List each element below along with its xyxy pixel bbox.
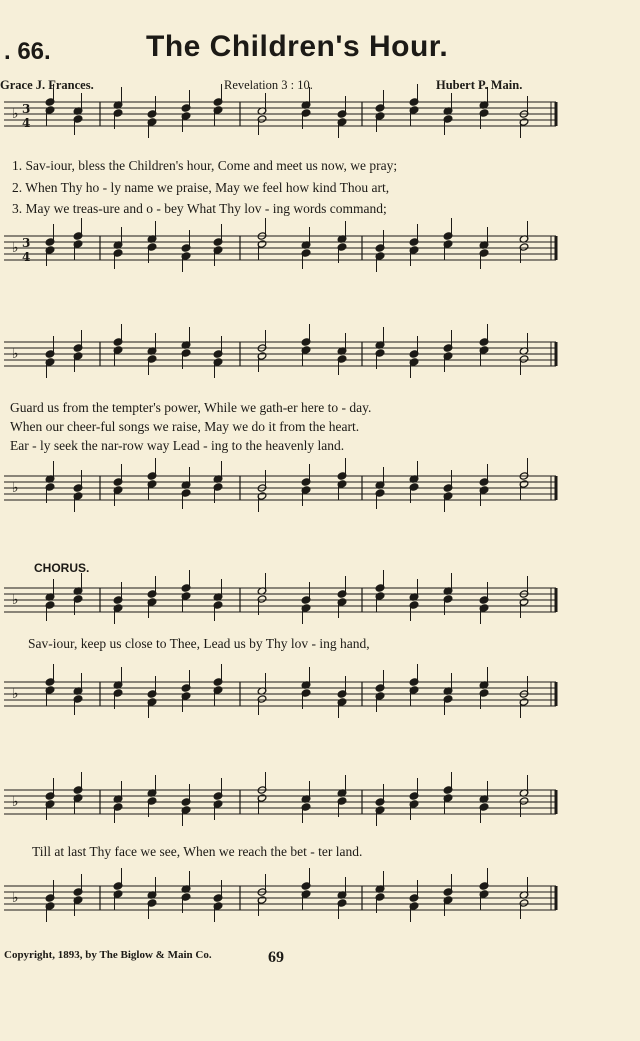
author-credit: Grace J. Frances. xyxy=(0,78,94,92)
flat-key-signature: ♭ xyxy=(12,686,19,702)
staff-lines xyxy=(4,886,556,910)
chorus-lyric-line-2: Till at last Thy face we see, When we reach the bet - ter land. xyxy=(32,844,363,859)
page-number: 69 xyxy=(268,949,284,966)
staff-system-1-treble xyxy=(0,88,560,168)
lyric-verse-2-line-1: 2. When Thy ho - ly name we praise, May we feel how kind Thou art, xyxy=(12,180,390,195)
flat-key-signature: ♭ xyxy=(12,592,19,608)
copyright-notice: Copyright, 1893, by The Biglow & Main Co. xyxy=(4,949,212,961)
composer-credit: Hubert P. Main. xyxy=(436,78,523,92)
time-signature-top: 3 xyxy=(22,102,31,116)
lyric-verse-1-line-1: 1. Sav-iour, bless the Children's hour, Come and meet us now, we pray; xyxy=(12,158,398,173)
hymn-number: . 66. xyxy=(4,38,51,65)
staff-lines xyxy=(4,476,556,500)
scripture-reference: Revelation 3 : 10. xyxy=(224,78,313,92)
flat-key-signature: ♭ xyxy=(12,346,19,362)
staff-lines xyxy=(4,790,556,814)
staff-lines xyxy=(4,588,556,612)
time-signature-top: 3 xyxy=(22,236,31,250)
staff-system-4-bass xyxy=(0,872,560,952)
staff-lines xyxy=(4,102,556,126)
flat-key-signature: ♭ xyxy=(12,240,19,256)
chorus-label: CHORUS. xyxy=(34,561,90,575)
flat-key-signature: ♭ xyxy=(12,890,19,906)
lyric-verse-3-line-1: 3. May we treas-ure and o - bey What Thy lov - ing words command; xyxy=(12,201,387,216)
chorus-lyric-line-1: Sav-iour, keep us close to Thee, Lead us by Thy lov - ing hand, xyxy=(28,636,370,651)
lyric-verse-1-line-2: Guard us from the tempter's power, While we gath-er here to - day. xyxy=(10,400,372,415)
staff-lines xyxy=(4,236,556,260)
staff-system-3-bass xyxy=(0,668,560,748)
staff-system-2-bass xyxy=(0,462,560,542)
lyric-verse-3-line-2: Ear - ly seek the nar-row way Lead - ing to the heavenly land. xyxy=(10,438,345,453)
flat-key-signature: ♭ xyxy=(12,106,19,122)
flat-key-signature: ♭ xyxy=(12,480,19,496)
staff-lines xyxy=(4,682,556,706)
hymn-title: The Children's Hour. xyxy=(146,30,449,63)
lyric-verse-2-line-2: When our cheer-ful songs we raise, May we do it from the heart. xyxy=(10,419,360,434)
staff-system-1-bass xyxy=(0,222,560,302)
time-signature-bottom: 4 xyxy=(22,116,31,130)
staff-lines xyxy=(4,342,556,366)
flat-key-signature: ♭ xyxy=(12,794,19,810)
staff-system-2-treble xyxy=(0,328,560,408)
time-signature-bottom: 4 xyxy=(22,250,31,264)
